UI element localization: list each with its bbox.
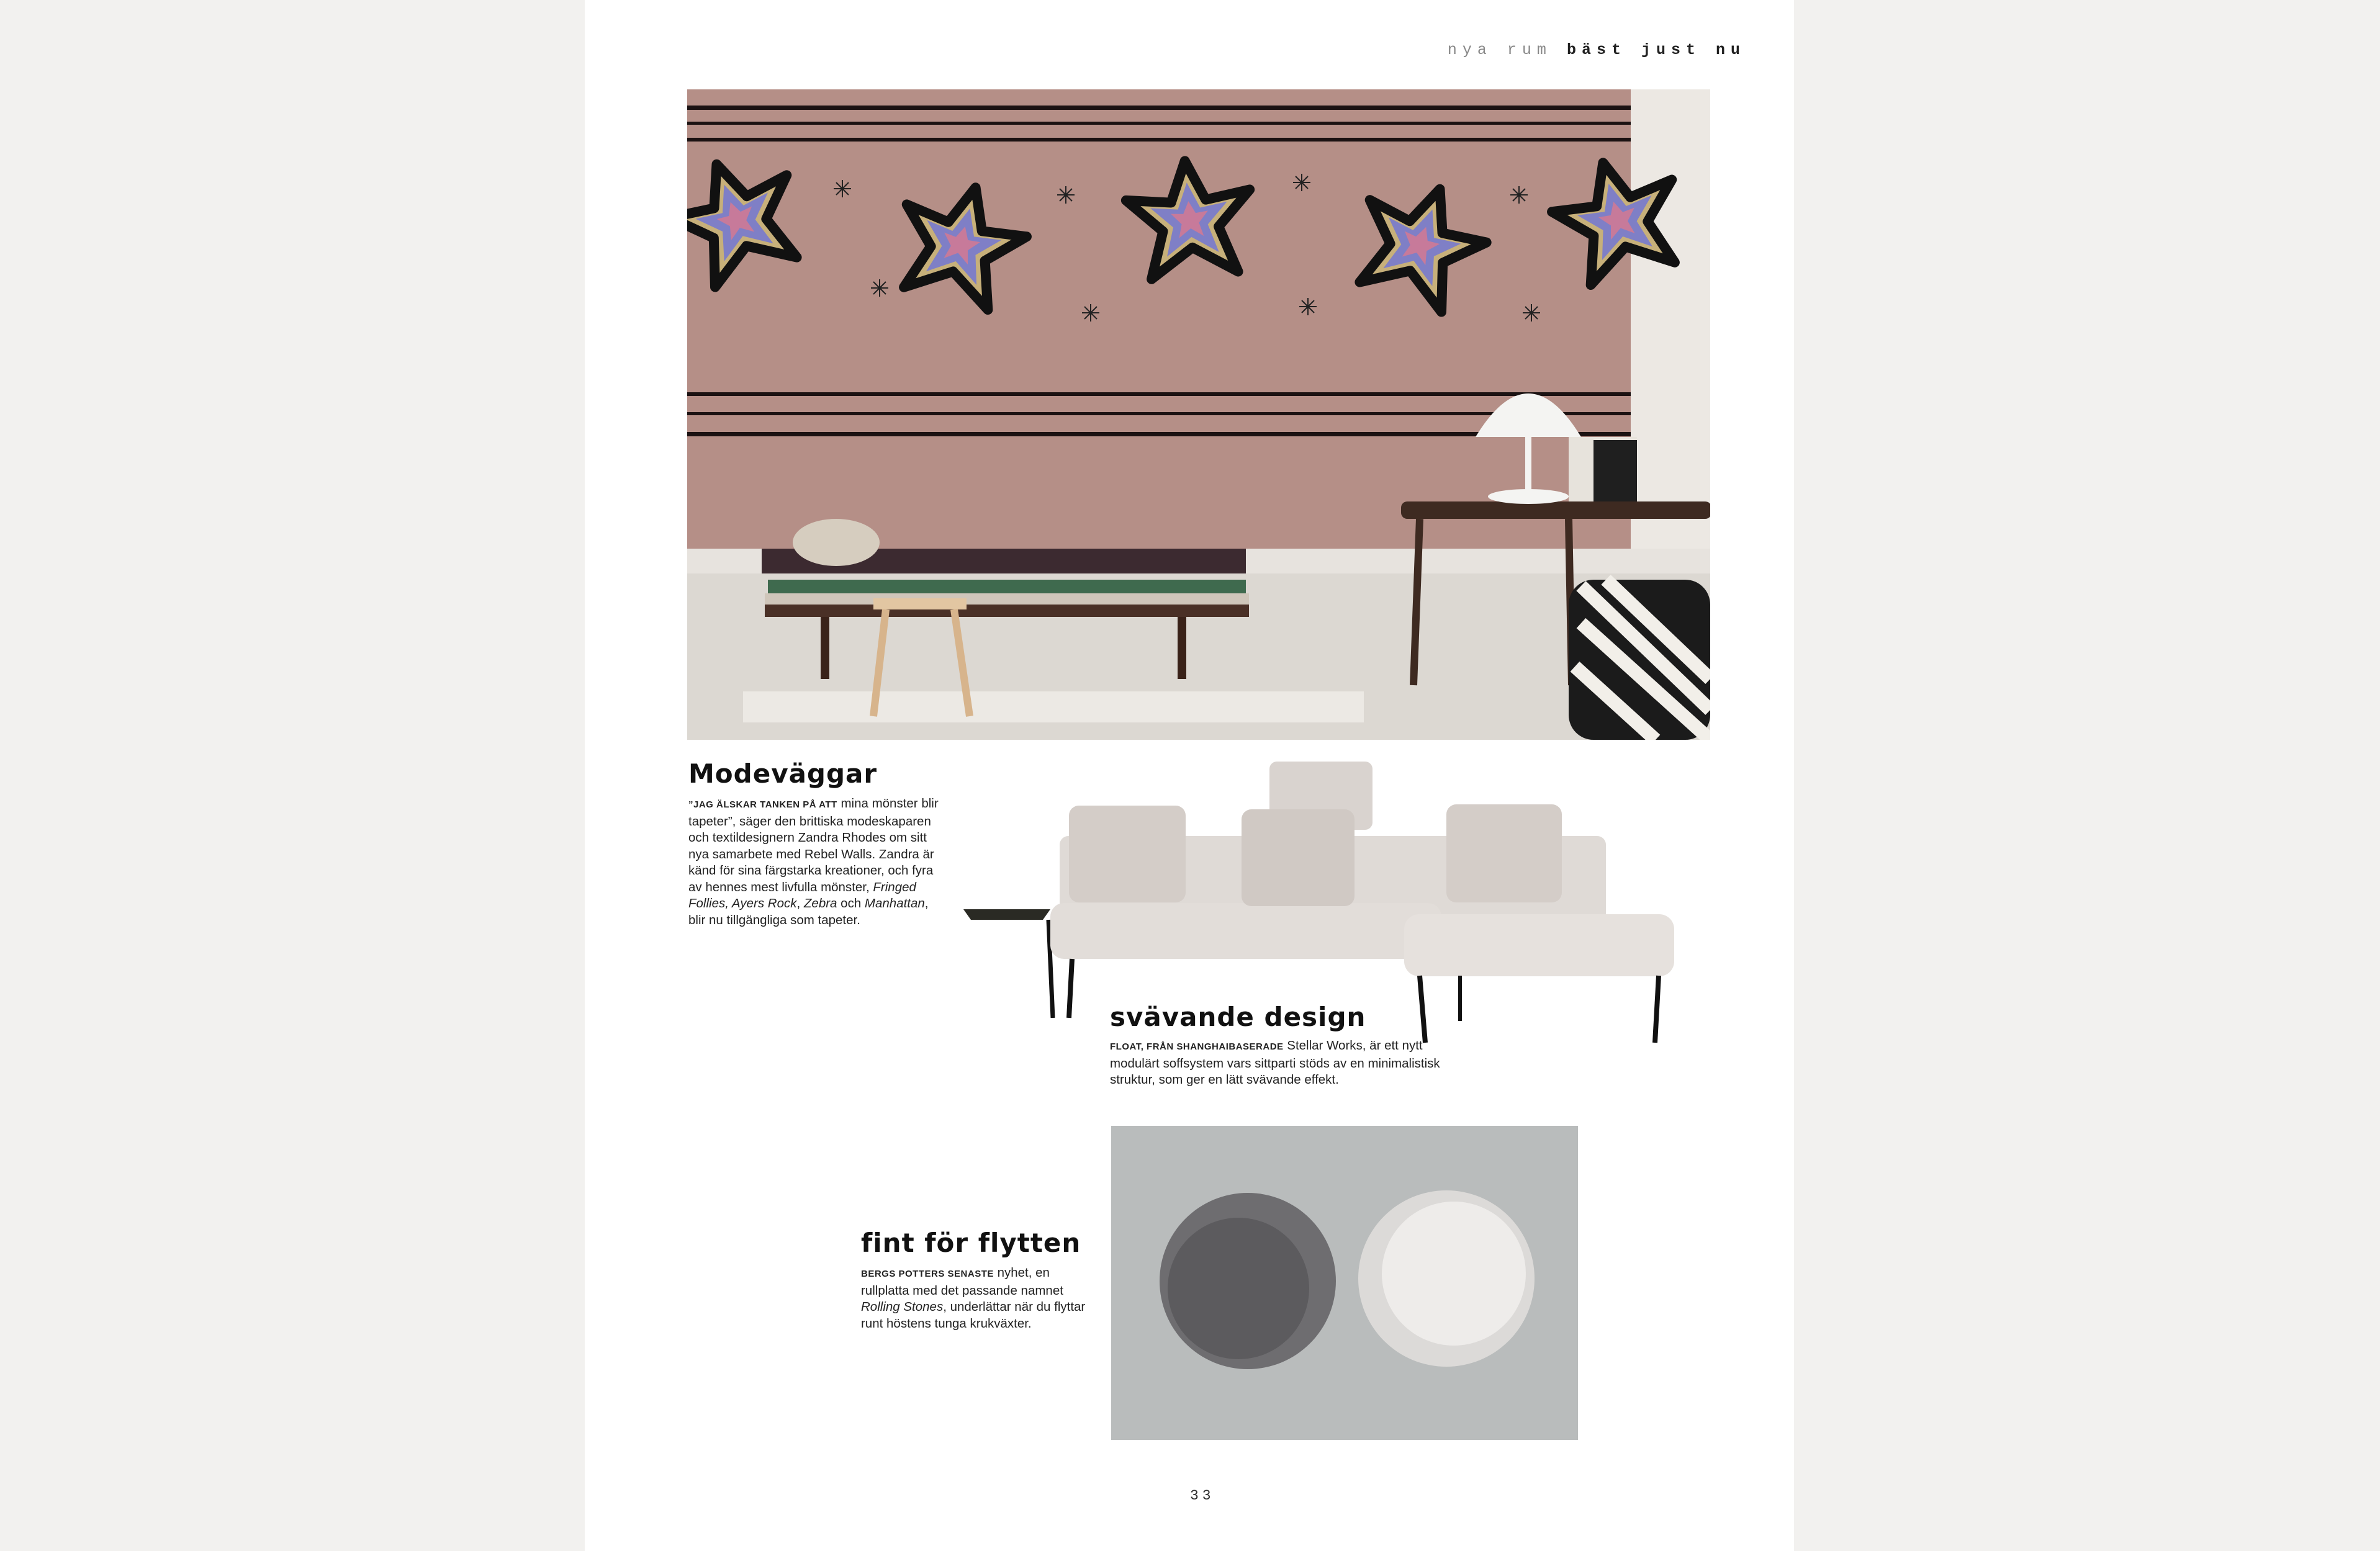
article-title-fint-for-flytten: fint för flytten <box>861 1228 1081 1258</box>
article-title-modevaggar: Modeväggar <box>688 758 878 789</box>
article-separator: och <box>837 896 865 910</box>
rolling-stones-plates-photo <box>1111 1126 1578 1440</box>
article-lead: BERGS POTTERS SENASTE <box>861 1269 994 1279</box>
article-separator: , <box>796 896 804 910</box>
article-text: Stellar Works, är ett nytt modulärt soffsystem vars sittparti stöds av en minimalistisk struktur, som ger en lätt svävande effekt. <box>1110 1038 1440 1087</box>
article-text: mina mönster blir tapeter”, säger den brittiska modeskaparen och textildesignern Zandra Rhodes om sitt nya samarbete med Rebel Walls. Zandra är känd för sina färgstarka kreationer, och fyra av hennes mest livfulla mönster, <box>688 796 939 894</box>
article-lead: ”JAG ÄLSKAR TANKEN PÅ ATT <box>688 799 837 810</box>
running-head-title: bäst just nu <box>1566 41 1746 59</box>
article-tail: , underlättar när du flyttar runt höstens tunga krukväxter. <box>861 1300 1086 1331</box>
page-number: 33 <box>1190 1488 1215 1504</box>
article-italic-names: Fringed Follies, Ayers Rock <box>688 879 916 910</box>
article-body-svavande-design <box>1110 1038 1470 1089</box>
article-text: nyhet, en rullplatta med det passande namnet <box>861 1266 1063 1298</box>
article-italic-zebra: Zebra <box>803 896 837 910</box>
article-title-svavande-design: svävande design <box>1110 1002 1366 1032</box>
article-italic-manhattan: Manhattan <box>864 896 925 910</box>
article-body-modevaggar <box>688 796 943 928</box>
article-body-fint-for-flytten <box>861 1265 1097 1332</box>
article-lead: FLOAT, FRÅN SHANGHAIBASERADE <box>1110 1041 1284 1052</box>
wallpaper-interior-photo <box>687 89 1710 740</box>
article-tail: , blir nu tillgängliga som tapeter. <box>688 896 929 927</box>
running-head <box>1448 41 1746 59</box>
magazine-page <box>585 0 1794 1551</box>
article-italic-product-name: Rolling Stones <box>861 1300 944 1314</box>
running-head-section: nya rum <box>1447 41 1552 59</box>
